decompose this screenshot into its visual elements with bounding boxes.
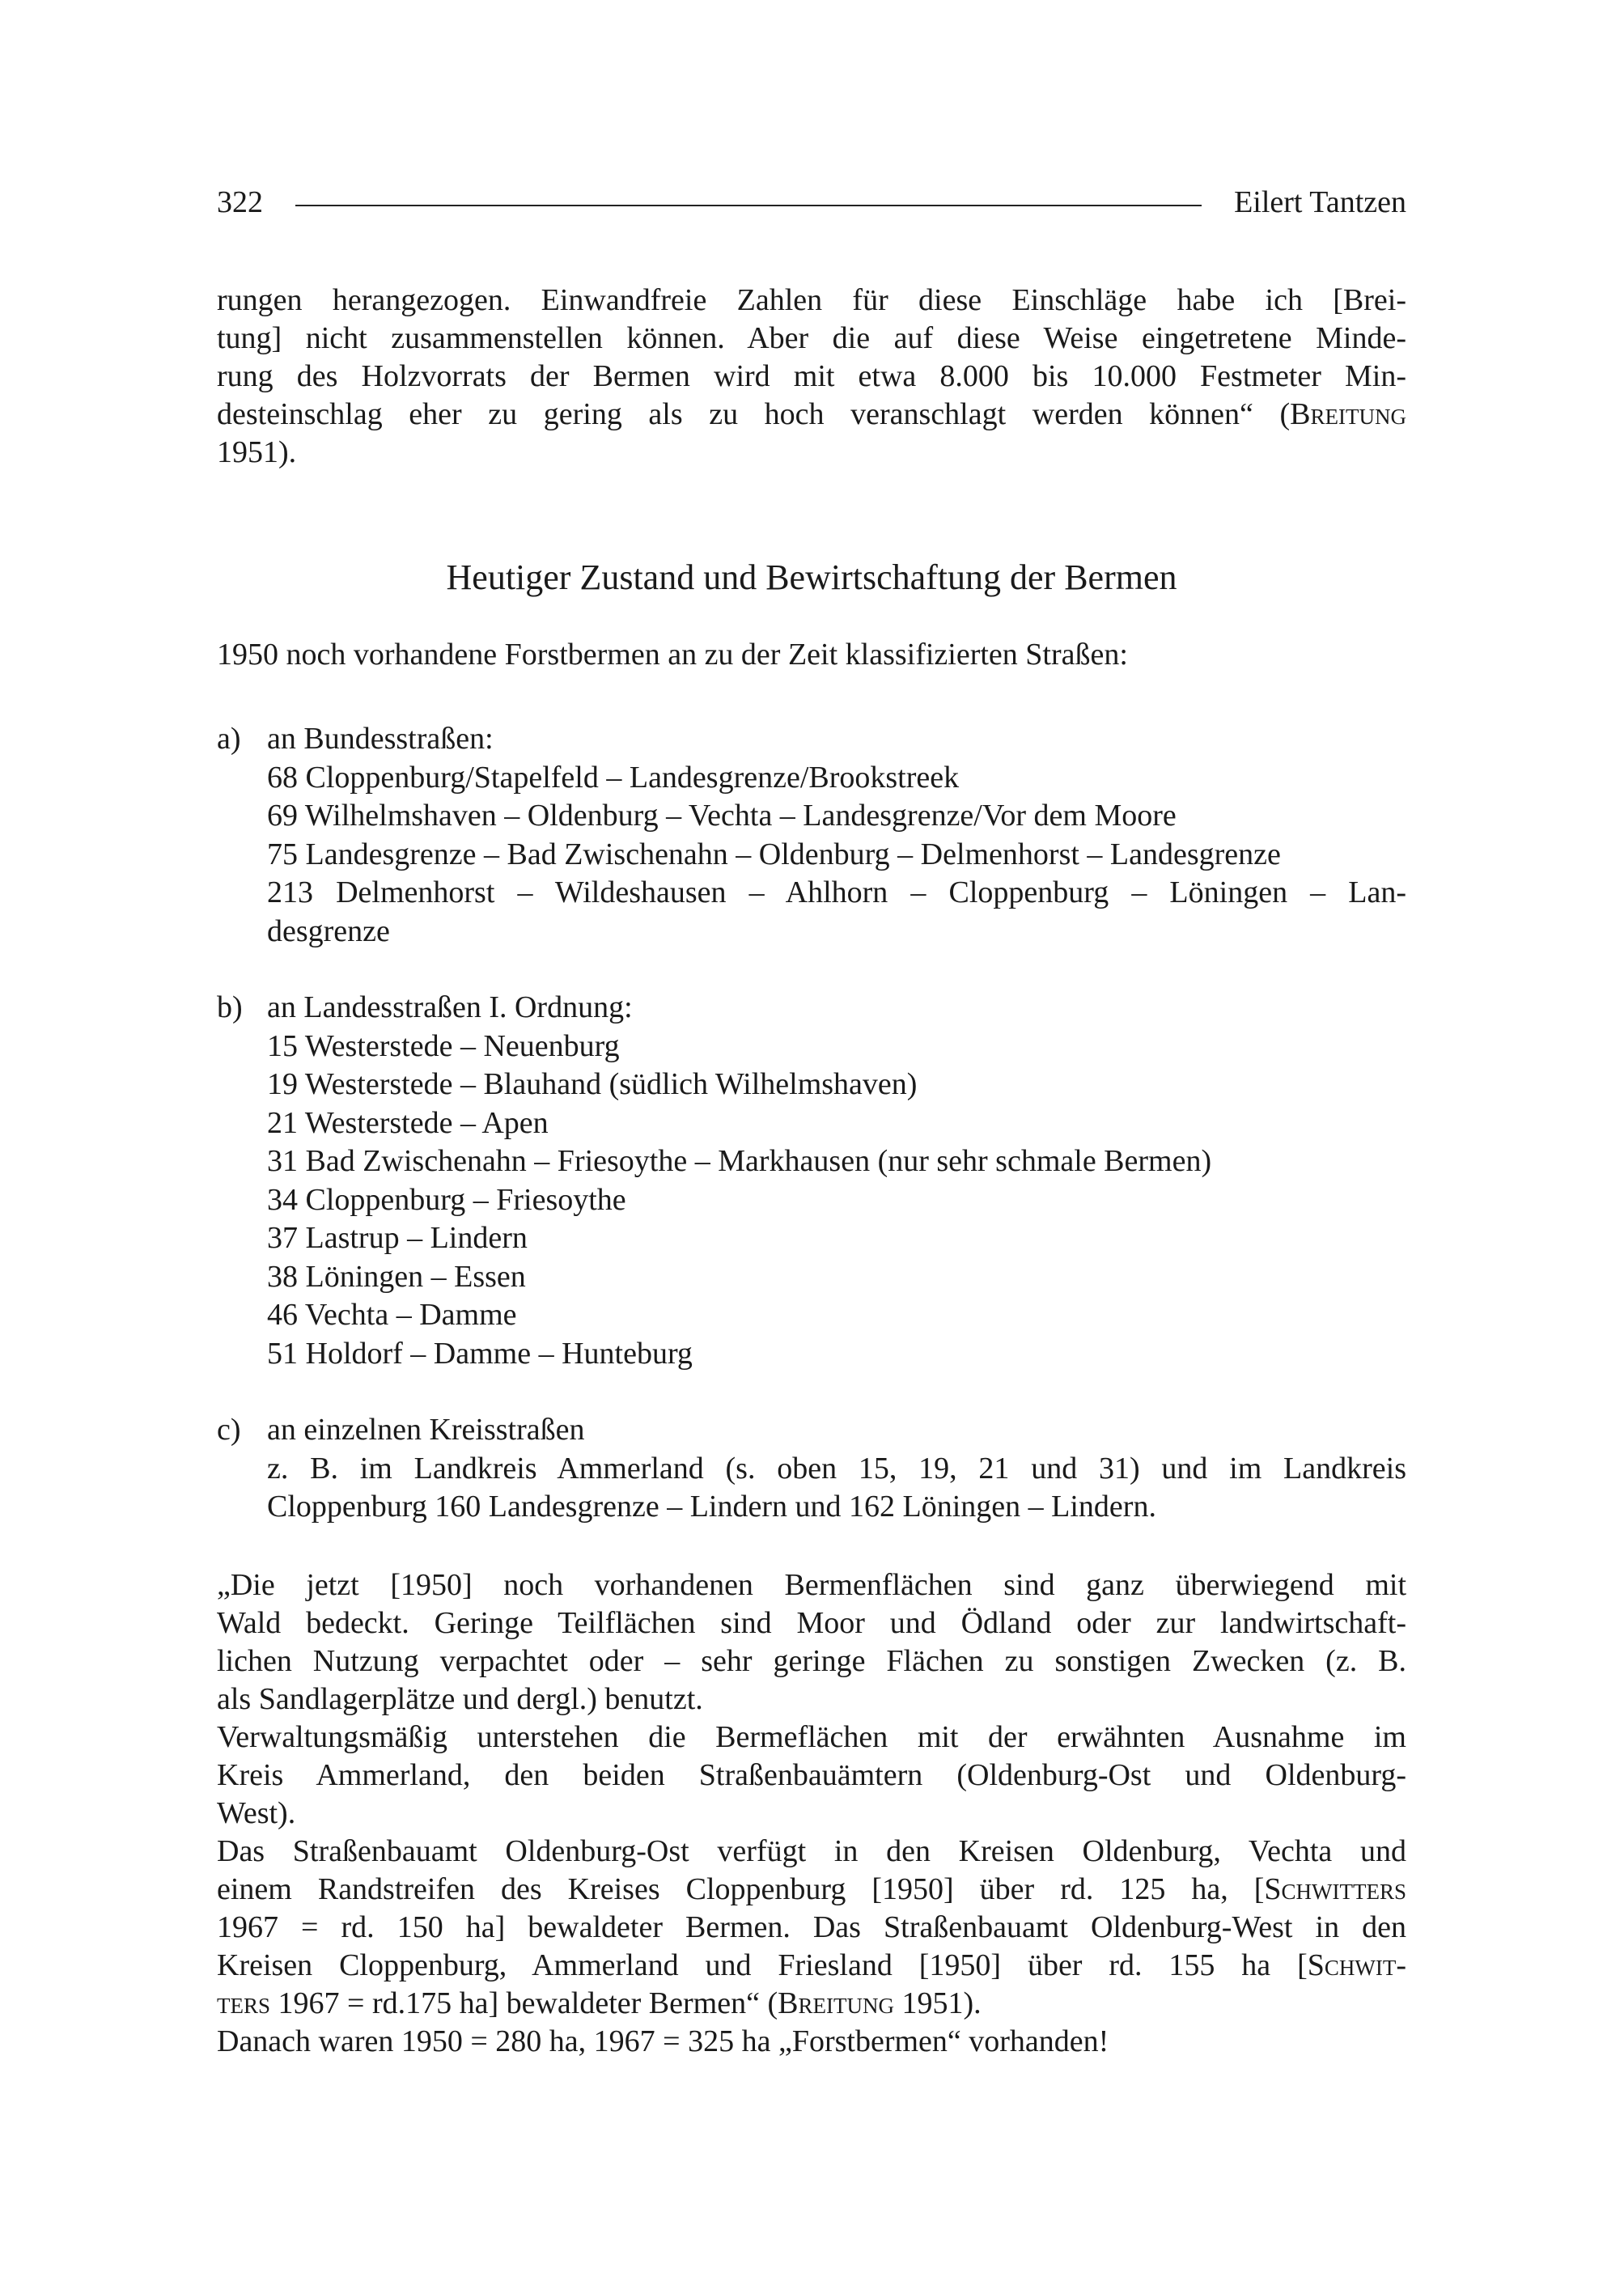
lead-sentence: 1950 noch vorhandene Forstbermen an zu der Zeit klassifizierten Straßen:: [217, 638, 1128, 672]
list-item: 38 Löningen – Essen: [267, 1259, 526, 1294]
text-line: als Sandlagerplätze und dergl.) benutzt.: [217, 1682, 703, 1716]
text-line: Das Straßenbauamt Oldenburg-Ost verfügt in den Kreisen Oldenburg, Vechta und: [217, 1834, 1406, 1868]
list-item: z. B. im Landkreis Ammerland (s. oben 15, 19, 21 und 31) und im Landkreis: [267, 1451, 1406, 1486]
list-item: 46 Vechta – Damme: [267, 1298, 517, 1332]
text-line: Kreisen Cloppenburg, Ammerland und Friesland [1950] über rd. 155 ha [Schwit-: [217, 1948, 1406, 1982]
text-line: einem Randstreifen des Kreises Cloppenburg [1950] über rd. 125 ha, [Schwitters: [217, 1872, 1406, 1906]
page-number: 322: [217, 185, 263, 219]
list-label: a): [217, 722, 241, 756]
list-item: desgrenze: [267, 913, 390, 948]
citation-author: Schwit-: [1307, 1948, 1406, 1982]
list-item: 69 Wilhelmshaven – Oldenburg – Vechta – Landesgrenze/Vor dem Moore: [267, 799, 1177, 833]
list-item: 213 Delmenhorst – Wildeshausen – Ahlhorn – Cloppenburg – Löningen – Lan-: [267, 875, 1406, 909]
list-b: [217, 989, 1406, 1373]
text-line: 1951).: [217, 435, 297, 469]
section-heading: Heutiger Zustand und Bewirtschaftung der Bermen: [446, 557, 1177, 597]
text-line: Wald bedeckt. Geringe Teilflächen sind Moor und Ödland oder zur landwirtschaft-: [217, 1606, 1406, 1640]
citation-author: ters: [217, 1986, 271, 2020]
list-item: 15 Westerstede – Neuenburg: [267, 1028, 620, 1063]
list-a: [217, 720, 1406, 951]
text-line: Verwaltungsmäßig unterstehen die Bermeflächen mit der erwähnten Ausnahme im: [217, 1720, 1406, 1754]
header-rule: [295, 205, 1202, 206]
citation-author: Schwitters: [1264, 1872, 1406, 1906]
list-c: [217, 1411, 1406, 1527]
list-item: 37 Lastrup – Lindern: [267, 1221, 528, 1255]
list-item: 51 Holdorf – Damme – Hunteburg: [267, 1336, 693, 1371]
list-label: b): [217, 990, 243, 1024]
text-line: ters 1967 = rd.175 ha] bewaldeter Bermen“ (Breitung 1951).: [217, 1986, 982, 2020]
list-title: an Bundesstraßen:: [267, 722, 494, 756]
text-line: rungen herangezogen. Einwandfreie Zahlen für diese Einschläge habe ich [Brei-: [217, 283, 1406, 317]
list-label: c): [217, 1413, 241, 1447]
running-head-author: Eilert Tantzen: [1234, 185, 1406, 219]
text-line: rung des Holzvorrats der Bermen wird mit etwa 8.000 bis 10.000 Festmeter Min-: [217, 359, 1406, 393]
text-line: 1967 = rd. 150 ha] bewaldeter Bermen. Das Straßenbauamt Oldenburg-West in den: [217, 1910, 1406, 1944]
citation-author: Breitung: [778, 1986, 894, 2020]
list-item: 68 Cloppenburg/Stapelfeld – Landesgrenze/Brookstreek: [267, 760, 960, 795]
list-title: an Landesstraßen I. Ordnung:: [267, 990, 633, 1024]
citation-author: Breitung: [1290, 397, 1406, 431]
text-line: „Die jetzt [1950] noch vorhandenen Bermenflächen sind ganz überwiegend mit: [217, 1568, 1406, 1602]
text-line: Danach waren 1950 = 280 ha, 1967 = 325 ha „Forstbermen“ vorhanden!: [217, 2024, 1109, 2058]
text-line: desteinschlag eher zu gering als zu hoch veranschlagt werden können“ (Breitung: [217, 397, 1406, 431]
list-item: 19 Westerstede – Blauhand (südlich Wilhelmshaven): [267, 1067, 918, 1101]
running-head: [217, 184, 1406, 220]
text-line: lichen Nutzung verpachtet oder – sehr geringe Flächen zu sonstigen Zwecken (z. B.: [217, 1644, 1406, 1678]
list-item: 75 Landesgrenze – Bad Zwischenahn – Oldenburg – Delmenhorst – Landesgrenze: [267, 837, 1281, 871]
list-item: 34 Cloppenburg – Friesoythe: [267, 1182, 626, 1217]
list-title: an einzelnen Kreisstraßen: [267, 1413, 585, 1447]
list-item: Cloppenburg 160 Landesgrenze – Lindern und 162 Löningen – Lindern.: [267, 1490, 1156, 1524]
list-item: 21 Westerstede – Apen: [267, 1105, 549, 1140]
quote-paragraph: [217, 1566, 1406, 2061]
text-line: West).: [217, 1796, 296, 1830]
text-line: tung] nicht zusammenstellen können. Aber die auf diese Weise eingetretene Minde-: [217, 321, 1406, 355]
list-item: 31 Bad Zwischenahn – Friesoythe – Markhausen (nur sehr schmale Bermen): [267, 1144, 1212, 1178]
text-line: Kreis Ammerland, den beiden Straßenbauämtern (Oldenburg-Ost und Oldenburg-: [217, 1758, 1406, 1792]
intro-paragraph: [217, 282, 1406, 472]
